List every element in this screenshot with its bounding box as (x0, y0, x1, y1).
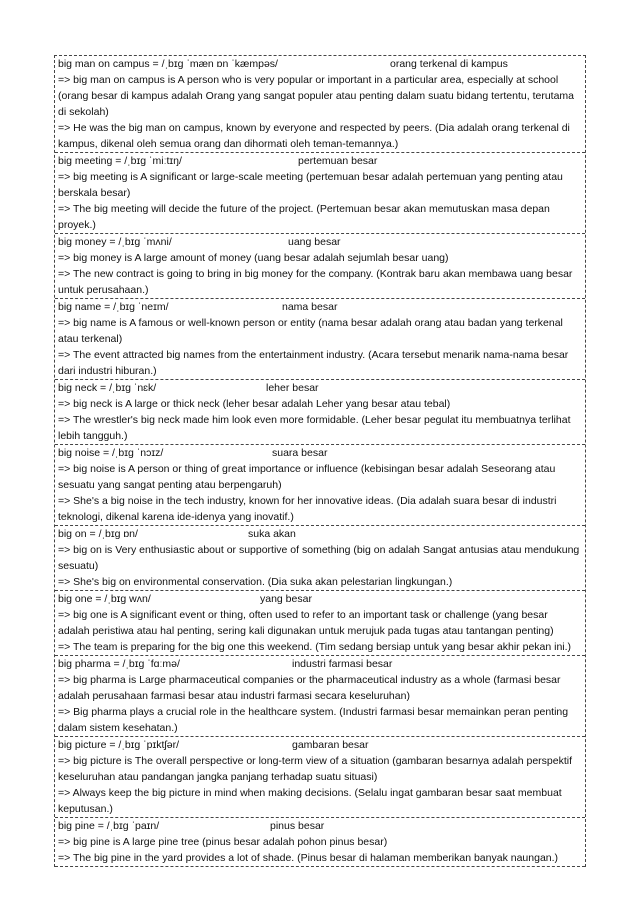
entry-big-name (55, 299, 585, 380)
vocabulary-table (54, 55, 586, 867)
entry-translation: orang terkenal di kampus (390, 58, 508, 70)
entry-term: big pharma = /ˌbɪɡ ˈfɑːmə/ (58, 658, 180, 670)
entry-example: => He was the big man on campus, known by everyone and respected by peers. (Dia adalah orang terkenal di kampus, dikenal oleh semua orang dan dihormati oleh teman-temannya.) (58, 122, 570, 150)
entry-term: big name = /ˌbɪɡ ˈneɪm/ (58, 301, 169, 313)
entry-example: => The big meeting will decide the future of the project. (Pertemuan besar akan memutuskan masa depan proyek.) (58, 203, 550, 231)
entry-big-meeting (55, 153, 585, 234)
entry-translation: uang besar (288, 236, 341, 248)
entry-term: big meeting = /ˌbɪɡ ˈmiːtɪŋ/ (58, 155, 182, 167)
entry-big-picture (55, 737, 585, 818)
entry-big-neck (55, 380, 585, 445)
entry-definition: => big one is A significant event or thing, often used to refer to an important task or challenge (yang besar adalah peristiwa atau hal penting, sering kali digunakan untuk merujuk pada tugas atau tantangan penting) (58, 609, 554, 637)
entry-big-pine (55, 818, 585, 867)
entry-translation: industri farmasi besar (292, 658, 393, 670)
entry-example: => The big pine in the yard provides a lot of shade. (Pinus besar di halaman memberikan banyak naungan.) (58, 852, 559, 864)
entry-term: big one = /ˌbɪɡ wʌn/ (58, 593, 151, 605)
entry-example: => The wrestler's big neck made him look even more formidable. (Leher besar pegulat itu membuatnya terlihat lebih tangguh.) (58, 414, 571, 442)
entry-example: => Always keep the big picture in mind when making decisions. (Selalu ingat gambaran besar saat membuat keputusan.) (58, 787, 562, 815)
entry-term: big pine = /ˌbɪɡ ˈpaɪn/ (58, 820, 160, 832)
entry-big-on (55, 526, 585, 591)
entry-translation: suka akan (248, 528, 296, 540)
entry-definition: => big pine is A large pine tree (pinus besar adalah pohon pinus besar) (58, 836, 388, 848)
entry-definition: => big noise is A person or thing of great importance or influence (kebisingan besar adalah Seseorang atau sesuatu yang sangat penting atau berpengaruh) (58, 463, 556, 491)
entry-term: big picture = /ˌbɪɡ ˈpɪktʃər/ (58, 739, 179, 751)
entry-example: => Big pharma plays a crucial role in the healthcare system. (Industri farmasi besar memainkan peran penting dalam sistem kesehatan.) (58, 706, 569, 734)
entry-term: big neck = /ˌbɪɡ ˈnɛk/ (58, 382, 157, 394)
entry-translation: nama besar (282, 301, 338, 313)
entry-translation: pinus besar (270, 820, 325, 832)
entry-definition: => big man on campus is A person who is very popular or important in a particular area, especially at school (orang besar di kampus adalah Orang yang sangat populer atau penting dalam suatu bidang tertentu, terutama di sekolah) (58, 74, 575, 118)
entry-translation: pertemuan besar (298, 155, 378, 167)
entry-translation: yang besar (260, 593, 312, 605)
entry-big-money (55, 234, 585, 299)
entry-definition: => big money is A large amount of money (uang besar adalah sejumlah besar uang) (58, 252, 449, 264)
entry-definition: => big name is A famous or well-known person or entity (nama besar adalah orang atau badan yang terkenal atau terkenal) (58, 317, 563, 345)
entry-example: => She's a big noise in the tech industry, known for her innovative ideas. (Dia adalah suara besar di industri teknologi, dikenal karena ide-idenya yang inovatif.) (58, 495, 557, 523)
entry-big-man-on-campus (55, 56, 585, 153)
entry-big-one (55, 591, 585, 656)
entry-term: big man on campus = /ˌbɪɡ ˈmæn ɒn ˈkæmpəs/ (58, 58, 278, 70)
entry-term: big money = /ˌbɪɡ ˈmʌni/ (58, 236, 172, 248)
entry-term: big noise = /ˌbɪɡ ˈnɔɪz/ (58, 447, 164, 459)
entry-example: => The new contract is going to bring in big money for the company. (Kontrak baru akan membawa uang besar untuk perusahaan.) (58, 268, 573, 296)
entry-translation: leher besar (266, 382, 319, 394)
entry-translation: suara besar (272, 447, 328, 459)
entry-example: => She's big on environmental conservation. (Dia suka akan pelestarian lingkungan.) (58, 576, 453, 588)
entry-term: big on = /ˌbɪɡ ɒn/ (58, 528, 138, 540)
entry-definition: => big picture is The overall perspective or long-term view of a situation (gambaran besarnya adalah perspektif keseluruhan atau pandangan jangka panjang terhadap suatu situasi) (58, 755, 572, 783)
entry-definition: => big neck is A large or thick neck (leher besar adalah Leher yang besar atau tebal) (58, 398, 451, 410)
entry-big-noise (55, 445, 585, 526)
entry-definition: => big meeting is A significant or large-scale meeting (pertemuan besar adalah pertemuan yang penting atau berskala besar) (58, 171, 563, 199)
entry-big-pharma (55, 656, 585, 737)
entry-translation: gambaran besar (292, 739, 369, 751)
entry-definition: => big pharma is Large pharmaceutical companies or the pharmaceutical industry as a whole (farmasi besar adalah perusahaan farmasi besar atau industri farmasi secara keseluruhan) (58, 674, 561, 702)
entry-example: => The team is preparing for the big one this weekend. (Tim sedang bersiap untuk yang besar akhir pekan ini.) (58, 641, 572, 653)
entry-definition: => big on is Very enthusiastic about or supportive of something (big on adalah Sangat antusias atau mendukung sesuatu) (58, 544, 580, 572)
entry-example: => The event attracted big names from the entertainment industry. (Acara tersebut menarik nama-nama besar dari industri hiburan.) (58, 349, 569, 377)
